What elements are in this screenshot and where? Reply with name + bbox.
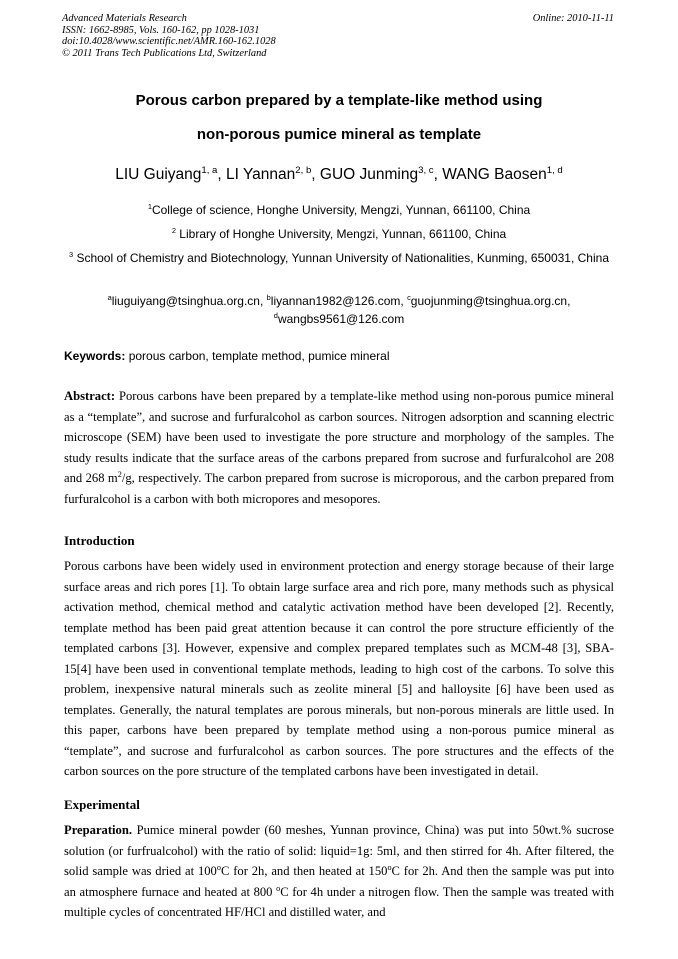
abstract: Abstract: Porous carbons have been prepared by a template-like method using non-porous pumice mineral as a “template”, and sucrose and furfuralcohol as carbon sources. Nitrogen adsorption and scanning electric microscope (SEM) have been used to investigate the pore structure and morphology of the samples. The study results indicate that the surface areas of the carbons prepared from sucrose and furfuralcohol are 208 and 268 $m^2/g$, respectively. The carbon prepared from sucrose is microporous, and the carbon prepared from furfuralcohol is a carbon with both micropores and mesopores. (64, 389, 614, 506)
affiliation-text: Library of Honghe University, Mengzi, Yunnan, 661100, China (175, 227, 507, 241)
author-name: LIU Guiyang (115, 166, 202, 183)
email-link[interactable]: liyannan1982@126.com, (270, 294, 408, 308)
keywords (64, 349, 390, 363)
experimental-heading: Experimental (64, 797, 140, 812)
author-affil-mark: 1, d (546, 164, 563, 176)
paper-title-line2: non-porous pumice mineral as template (196, 126, 482, 143)
keywords-label: Keywords: (64, 349, 126, 363)
author-affil-mark: 2, b (295, 164, 312, 176)
email-link[interactable]: liuguiyang@tsinghua.org.cn, (111, 294, 267, 308)
preparation-label: Preparation. (64, 823, 132, 837)
email-link[interactable]: wangbs9561@126.com (277, 312, 405, 326)
author-list: LIU Guiyang$^{1, a}$, LI Yannan$^{2, b}$, GUO Junming$^{3, c}$, WANG Baosen$^{1, d}$ (115, 164, 563, 183)
keywords-text: porous carbon, template method, pumice mineral (125, 349, 390, 363)
author-affil-mark: 3, c (418, 164, 434, 176)
introduction-body: Porous carbons have been widely used in environment protection and energy storage because of their large surface areas and rich pores [1]. To obtain large surface area and rich pore, many methods such as physical activation method, chemical method and catalytic activation method have been developed [2]. Recently, template method has been paid great attention because it can control the pore structure efficiently of the templated carbons [3]. However, expensive and complex prepared templates such as MCM-48 [3], SBA-15[4] have been used in conventional template methods, leading to high cost of the carbons. To solve this problem, inexpensive natural minerals such as zeolite mineral [5] and halloysite [6] have been used as templates. Generally, the natural templates are porous minerals, but non-porous minerals are little used. In this paper, carbons have been prepared by template method using a non-porous pumice mineral as “template”, and sucrose and furfuralcohol as carbon sources. The pore structures and the effects of the carbon sources on the pore structure of the templated carbons have been investigated in detail. (64, 559, 614, 778)
affiliation-1 (50, 202, 628, 220)
author-affil-mark: 1, a (201, 164, 218, 176)
copyright-line: © 2011 Trans Tech Publications Ltd, Switzerland (62, 47, 267, 59)
doi-line: doi:10.4028/www.scientific.net/AMR.160-162.1028 (62, 36, 276, 48)
affiliation-3 (40, 250, 638, 268)
journal-header (62, 13, 276, 59)
journal-name: Advanced Materials Research (62, 13, 187, 24)
affiliation-mark: 1 (147, 202, 152, 211)
author-name: WANG Baosen (442, 166, 547, 183)
online-date: Online: 2010-11-11 (532, 13, 614, 24)
author-emails: $^a$liuguiyang@tsinghua.org.cn, $^b$liyannan1982@126.com, $^c$guojunming@tsinghua.org.cn, $^d$wangbs9561@126.com (107, 293, 571, 326)
author-name: LI Yannan (226, 166, 296, 183)
introduction-heading: Introduction (64, 533, 135, 548)
experimental-body: Preparation. Pumice mineral powder (60 meshes, Yunnan province, China) was put into 50wt.% sucrose solution (or furfrualcohol) with the ratio of solid: liquid=1g: 5ml, and then stirred for 4h. After filtered, the solid sample was dried at 100$^o$C for 2h, and then heated at 150$^o$C for 2h. And then the sample was put into an atmosphere furnace and heated at 800 $^o$C for 4h under a nitrogen flow. Then the sample was treated with multiple cycles of concentrated HF/HCl and distilled water, and (64, 823, 614, 919)
email-link[interactable]: guojunming@tsinghua.org.cn, (410, 294, 571, 308)
affiliation-2 (50, 226, 628, 244)
abstract-label: Abstract: (64, 389, 116, 403)
affiliation-mark: 3 (68, 250, 74, 259)
author-name: GUO Junming (319, 166, 419, 183)
paper-title-line1: Porous carbon prepared by a template-like method using (135, 92, 543, 109)
affiliation-text: School of Chemistry and Biotechnology, Yunnan University of Nationalities, Kunming, 650031, China (73, 251, 609, 265)
affiliation-mark: 2 (171, 226, 176, 235)
issn-line: ISSN: 1662-8985, Vols. 160-162, pp 1028-1031 (62, 24, 260, 36)
affiliation-text: College of science, Honghe University, Mengzi, Yunnan, 661100, China (151, 203, 531, 217)
